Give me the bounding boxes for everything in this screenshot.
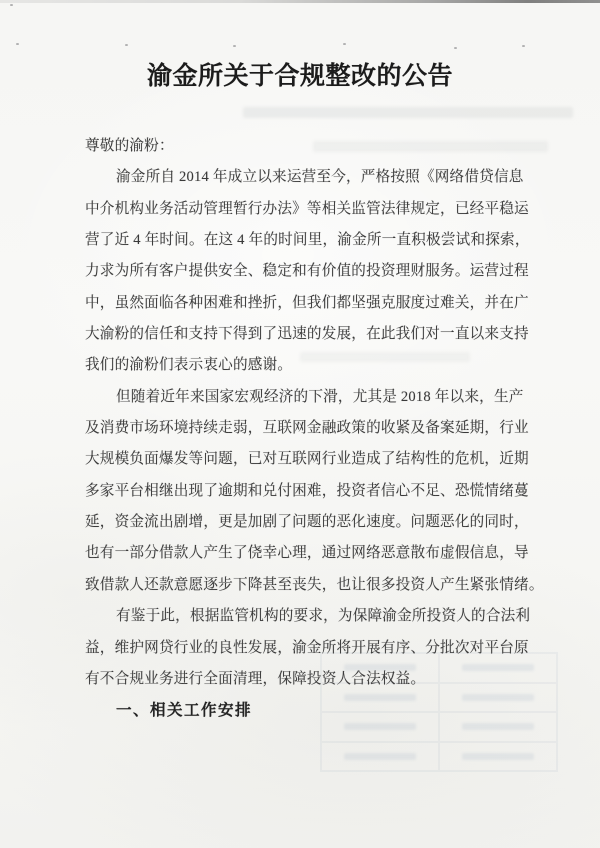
- body-line: 有鉴于此，根据监管机构的要求，为保障渝金所投资人的合法利: [116, 608, 531, 625]
- body-line: 及消费市场环境持续走弱，互联网金融政策的收紧及备案延期，行业: [85, 420, 529, 437]
- body-line: 大规模负面爆发等问题，已对互联网行业造成了结构性的危机，近期: [85, 451, 529, 468]
- body-line: 渝金所自 2014 年成立以来运营至今，严格按照《网络借贷信息: [116, 169, 524, 186]
- scan-speck: [125, 44, 128, 46]
- body-line: 我们的渝粉们表示衷心的感谢。: [85, 357, 293, 374]
- body-line: 营了近 4 年时间。在这 4 年的时间里，渝金所一直积极尝试和探索，: [85, 232, 530, 249]
- ghost-table-cell: [321, 742, 439, 772]
- scan-speck: [16, 43, 19, 45]
- body-line: 致借款人还款意愿逐步下降甚至丧失，也让很多投资人产生紧张情绪。: [85, 576, 544, 593]
- body-line: 多家平台相继出现了逾期和兑付困难，投资者信心不足、恐慌情绪蔓: [85, 482, 529, 499]
- body-line: 延，资金流出剧增，更是加剧了问题的恶化速度。问题恶化的同时，: [85, 514, 529, 531]
- scan-speck: [454, 47, 457, 49]
- scan-speck: [343, 43, 346, 45]
- body-line: 但随着近年来国家宏观经济的下滑，尤其是 2018 年以来，生产: [116, 388, 524, 405]
- scan-speck: [522, 45, 525, 47]
- body-line: 大渝粉的信任和支持下得到了迅速的发展，在此我们对一直以来支持: [85, 326, 529, 343]
- scan-speck: [10, 4, 13, 6]
- body-line: 中介机构业务活动管理暂行办法》等相关监管法律规定，已经平稳运: [85, 200, 529, 217]
- ghost-text-line: [243, 107, 573, 118]
- body-line: 也有一部分借款人产生了侥幸心理，通过网络恶意散布虚假信息，导: [85, 545, 529, 562]
- scan-speck: [233, 45, 236, 47]
- section-heading: 一、相关工作安排: [116, 702, 253, 720]
- document-body: [85, 131, 544, 727]
- scan-edge-shadow: [0, 0, 600, 3]
- ghost-table-cell: [439, 742, 557, 772]
- body-line: 力求为所有客户提供安全、稳定和有价值的投资理财服务。运营过程: [85, 263, 529, 280]
- body-line: 有不合规业务进行全面清理，保障投资人合法权益。: [85, 670, 426, 687]
- body-line: 中，虽然面临各种困难和挫折，但我们都坚强克服度过难关，并在广: [85, 294, 529, 311]
- document-title: 渝金所关于合规整改的公告: [146, 62, 453, 90]
- salutation-line: 尊敬的渝粉：: [85, 138, 174, 154]
- body-line: 益，维护网贷行业的良性发展，渝金所将开展有序、分批次对平台原: [85, 639, 529, 656]
